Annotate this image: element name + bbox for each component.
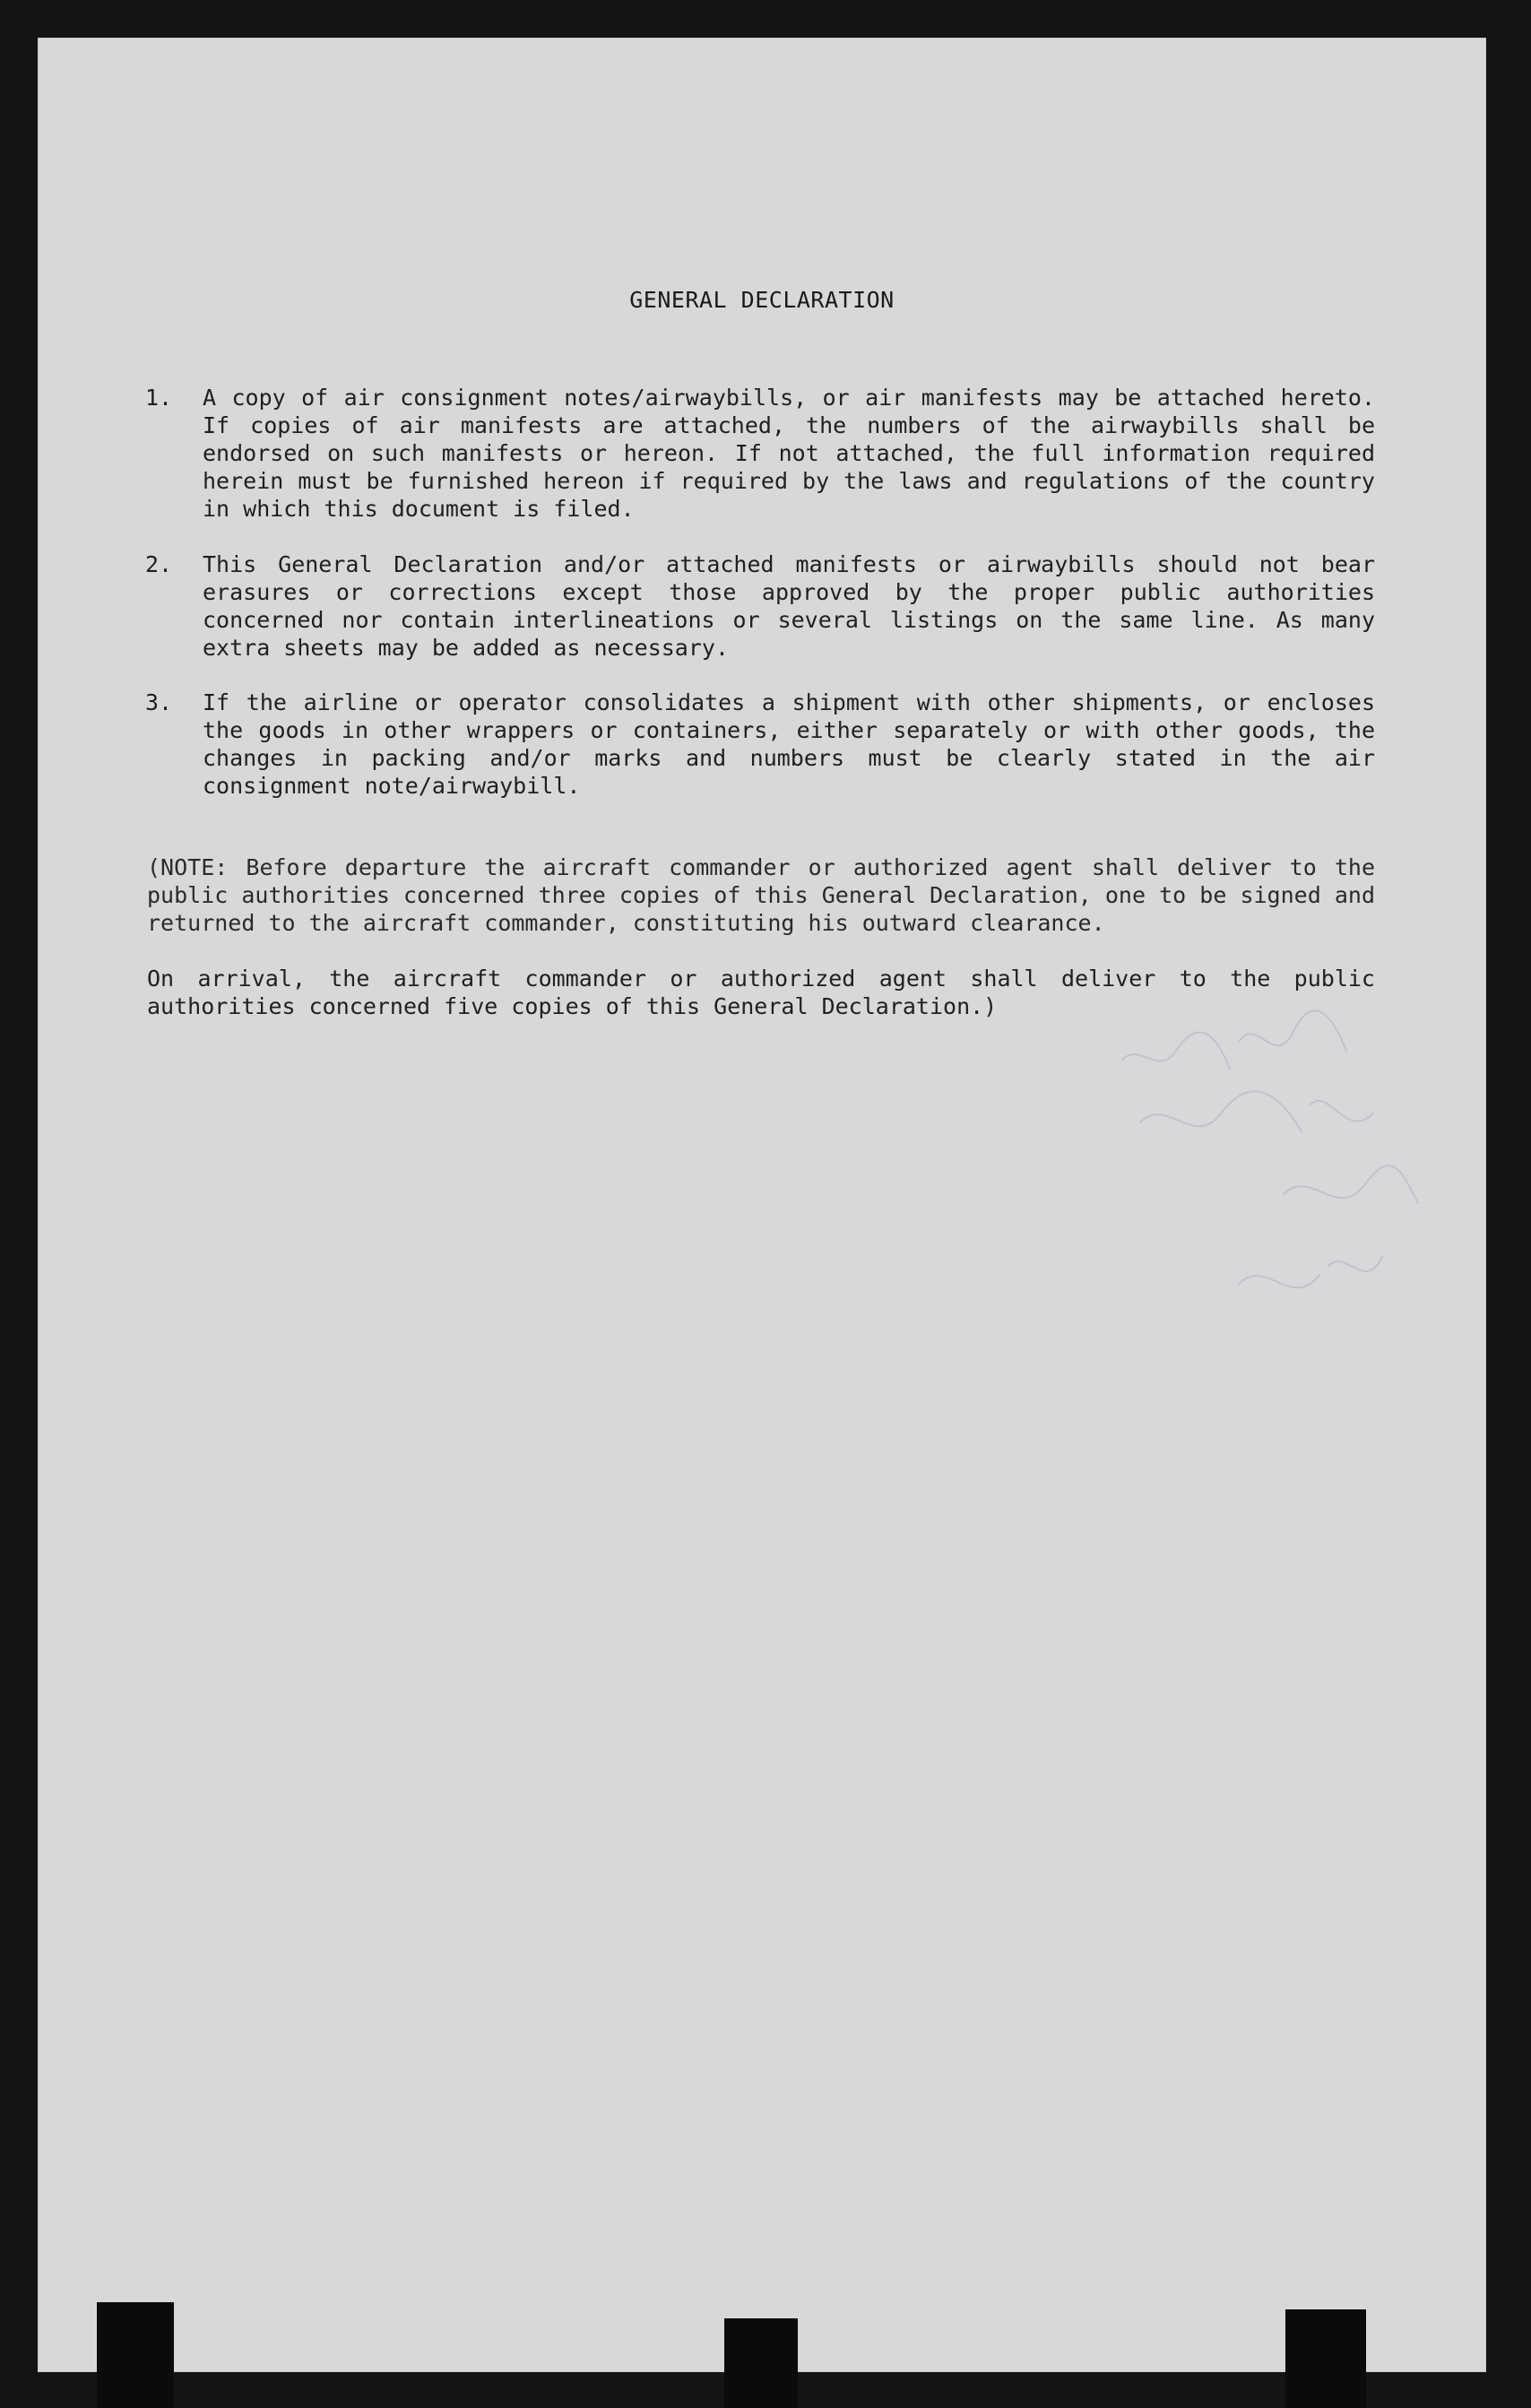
binding-tab — [724, 2318, 798, 2408]
arrival-paragraph: On arrival, the aircraft commander or authorized agent shall deliver to the public authorities concerned five copies of this General Declaration.) — [147, 966, 1375, 1019]
note-paragraph: (NOTE: Before departure the aircraft commander or authorized agent shall deliver to the public authorities concerned three copies of this General Declaration, one to be signed and returned to the aircraft commander, constituting his outward clearance. — [147, 854, 1375, 936]
item-text: This General Declaration and/or attached manifests or airwaybills should not bear erasures or corrections except those approved by the proper public authorities concerned nor contain interlineations or several listings on the same line. As many extra sheets may be added as necessary. — [203, 551, 1375, 661]
list-item — [145, 689, 1375, 800]
binding-tab — [1285, 2309, 1366, 2408]
faint-pencil-scribble — [1104, 988, 1499, 1364]
item-text: If the airline or operator consolidates a shipment with other shipments, or encloses the goods in other wrappers or containers, either separately or with other goods, the changes in packing and/or marks and numbers must be clearly stated in the air consignment note/airwaybill. — [203, 689, 1375, 799]
item-number: 2. — [145, 551, 173, 577]
item-text: A copy of air consignment notes/airwaybills, or air manifests may be attached hereto. If copies of air manifests are attached, the numbers of the airwaybills shall be endorsed on such manifests or hereon. If not attached, the full information required herein must be furnished hereon if required by the laws and regulations of the country in which this document is filed. — [203, 385, 1375, 522]
item-number: 3. — [145, 689, 173, 715]
document-page — [38, 38, 1486, 2372]
list-item — [145, 550, 1375, 662]
binding-tab — [97, 2302, 174, 2408]
list-item — [145, 384, 1375, 523]
item-number: 1. — [145, 385, 173, 411]
document-title: GENERAL DECLARATION — [629, 287, 895, 313]
